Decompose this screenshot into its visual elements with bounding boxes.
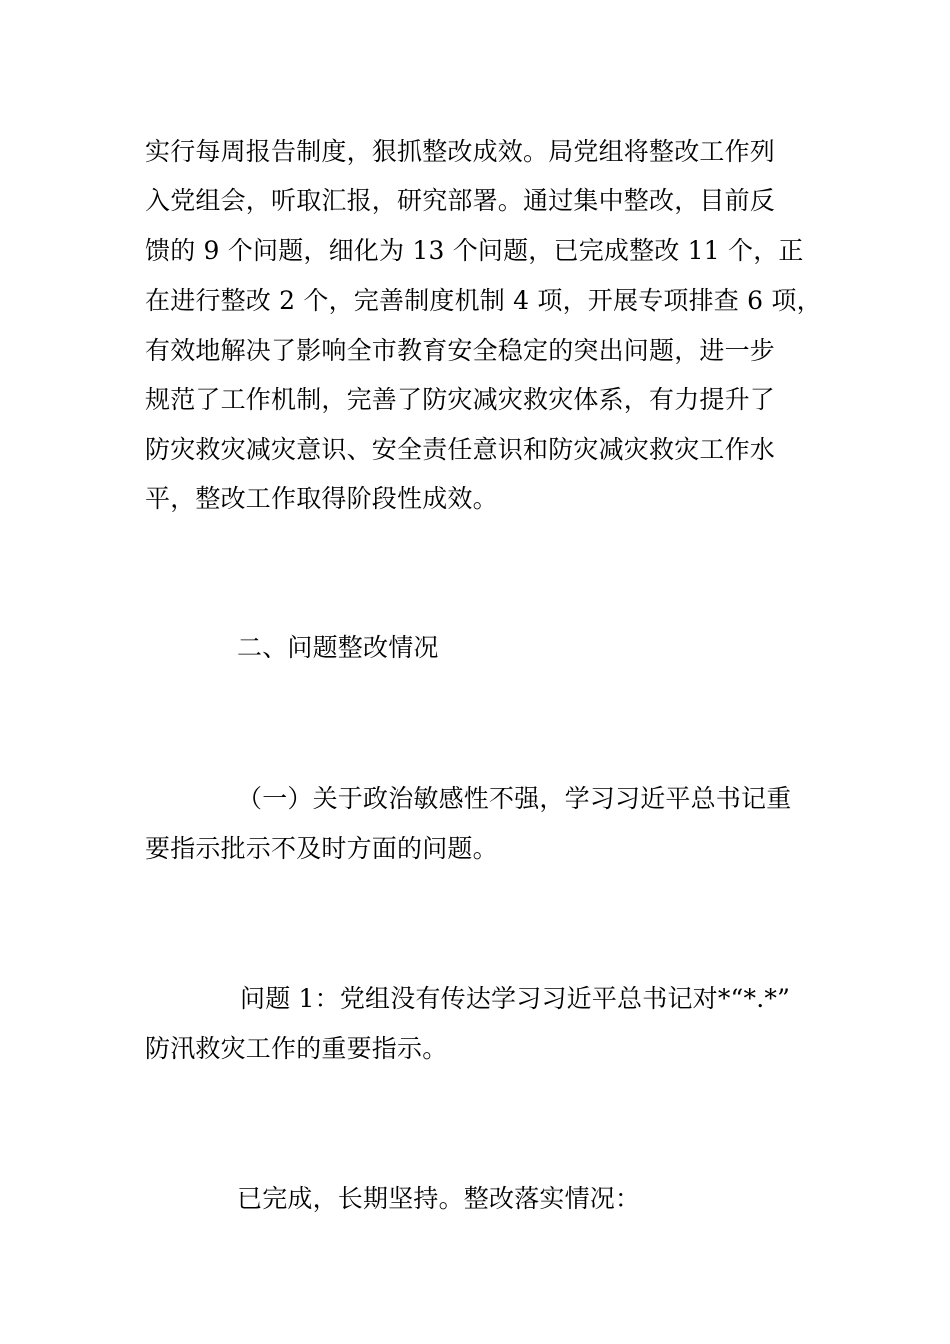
subsection-heading-line: 要指示批示不及时方面的问题。	[145, 834, 498, 863]
subsection-heading-line: （一）关于政治敏感性不强，学习习近平总书记重	[237, 784, 792, 813]
paragraph-line: 平，整改工作取得阶段性成效。	[145, 484, 498, 513]
section-heading: 二、问题整改情况	[237, 633, 439, 662]
paragraph-line: 有效地解决了影响全市教育安全稳定的突出问题，进一步	[145, 336, 776, 365]
paragraph-line: 在进行整改 2 个，完善制度机制 4 项，开展专项排查 6 项，	[145, 286, 822, 315]
paragraph-line: 实行每周报告制度，狠抓整改成效。局党组将整改工作列	[145, 137, 776, 166]
problem-line: 问题 1：党组没有传达学习习近平总书记对*“*.*”	[240, 984, 791, 1013]
paragraph-line: 馈的 9 个问题，细化为 13 个问题，已完成整改 11 个，正	[145, 236, 804, 265]
paragraph-line: 防灾救灾减灾意识、安全责任意识和防灾减灾救灾工作水	[145, 435, 776, 464]
paragraph-line: 规范了工作机制，完善了防灾减灾救灾体系，有力提升了	[145, 385, 776, 414]
problem-line: 防汛救灾工作的重要指示。	[145, 1034, 448, 1063]
paragraph-line: 入党组会，听取汇报，研究部署。通过集中整改，目前反	[145, 186, 776, 215]
status-line: 已完成，长期坚持。整改落实情况：	[237, 1184, 641, 1213]
